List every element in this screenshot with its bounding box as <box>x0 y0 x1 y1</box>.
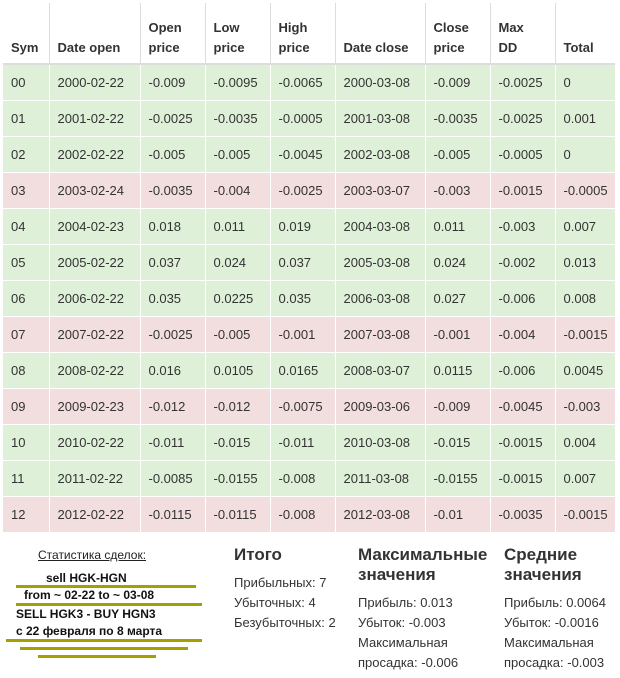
table-cell: 2004-03-08 <box>335 209 425 245</box>
note-sell-spread: sell HGK-HGN <box>46 571 127 585</box>
table-cell: 0.0045 <box>555 353 615 389</box>
table-row <box>3 497 615 533</box>
note-underline <box>20 647 188 650</box>
table-cell: 2000-03-08 <box>335 64 425 101</box>
column-header-line2: price <box>433 40 465 55</box>
table-cell: -0.005 <box>205 137 270 173</box>
table-row <box>3 245 615 281</box>
table-cell: 0.035 <box>270 281 335 317</box>
table-cell: -0.0025 <box>490 101 555 137</box>
table-cell: 2005-03-08 <box>335 245 425 281</box>
table-cell: 0.027 <box>425 281 490 317</box>
column-header-line2: DD <box>498 40 518 55</box>
note-date-range-ru: с 22 февраля по 8 марта <box>16 624 163 638</box>
table-cell: -0.006 <box>490 353 555 389</box>
table-cell: 0.0115 <box>425 353 490 389</box>
table-cell: 2011-02-22 <box>49 461 140 497</box>
table-cell: 0.016 <box>140 353 205 389</box>
note-underline <box>6 639 202 642</box>
table-cell: -0.0015 <box>555 497 615 533</box>
averages-panel <box>504 545 606 673</box>
table-row <box>3 281 615 317</box>
note-trade-legs: SELL HGK3 - BUY HGN3 <box>16 607 156 621</box>
table-cell: 2003-02-24 <box>49 173 140 209</box>
table-cell: -0.0015 <box>555 317 615 353</box>
table-cell: -0.005 <box>205 317 270 353</box>
table-cell: -0.003 <box>425 173 490 209</box>
table-cell: 0.0165 <box>270 353 335 389</box>
table-cell: 0.0105 <box>205 353 270 389</box>
max-loss: Убыток: -0.003 <box>358 615 446 630</box>
table-cell: 2009-02-23 <box>49 389 140 425</box>
column-header <box>270 3 335 64</box>
maximums-title-line1: Максимальные <box>358 545 488 564</box>
table-cell: -0.01 <box>425 497 490 533</box>
table-cell: 11 <box>3 461 49 497</box>
table-cell: -0.001 <box>270 317 335 353</box>
table-cell: -0.011 <box>140 425 205 461</box>
column-header-line2: Total <box>563 40 594 55</box>
table-cell: -0.009 <box>425 389 490 425</box>
table-cell: -0.002 <box>490 245 555 281</box>
table-cell: -0.003 <box>555 389 615 425</box>
table-cell: 2007-03-08 <box>335 317 425 353</box>
table-cell: -0.0005 <box>555 173 615 209</box>
table-cell: -0.009 <box>425 64 490 101</box>
table-cell: 0 <box>555 137 615 173</box>
table-cell: -0.0045 <box>270 137 335 173</box>
column-header <box>555 3 615 64</box>
maximums-title <box>358 545 487 585</box>
table-cell: 0.008 <box>555 281 615 317</box>
table-cell: 2003-03-07 <box>335 173 425 209</box>
table-cell: -0.0045 <box>490 389 555 425</box>
table-cell: -0.0015 <box>490 425 555 461</box>
summary-panel <box>234 545 336 633</box>
table-cell: -0.005 <box>140 137 205 173</box>
table-cell: -0.0115 <box>140 497 205 533</box>
avg-profit: Прибыль: 0.0064 <box>504 595 606 610</box>
averages-title-line1: Средние <box>504 545 578 564</box>
column-header <box>140 3 205 64</box>
table-cell: 01 <box>3 101 49 137</box>
table-cell: -0.005 <box>425 137 490 173</box>
table-cell: 2001-02-22 <box>49 101 140 137</box>
table-cell: -0.0155 <box>425 461 490 497</box>
note-date-range-en: from ~ 02-22 to ~ 03-08 <box>24 588 155 602</box>
table-cell: -0.0095 <box>205 64 270 101</box>
table-cell: 07 <box>3 317 49 353</box>
table-row <box>3 64 615 101</box>
table-cell: 0.024 <box>425 245 490 281</box>
summary-title: Итого <box>234 545 282 564</box>
table-cell: -0.004 <box>205 173 270 209</box>
table-cell: 2007-02-22 <box>49 317 140 353</box>
table-cell: 0.037 <box>140 245 205 281</box>
table-cell: 2000-02-22 <box>49 64 140 101</box>
table-cell: 2006-02-22 <box>49 281 140 317</box>
table-row <box>3 353 615 389</box>
column-header <box>490 3 555 64</box>
table-cell: -0.009 <box>140 64 205 101</box>
table-row <box>3 101 615 137</box>
table-cell: 0.007 <box>555 209 615 245</box>
table-cell: -0.0025 <box>140 101 205 137</box>
note-underline <box>16 603 202 606</box>
column-header <box>49 3 140 64</box>
table-cell: -0.001 <box>425 317 490 353</box>
table-header-row <box>3 3 615 64</box>
table-cell: 0.019 <box>270 209 335 245</box>
table-cell: 06 <box>3 281 49 317</box>
max-drawdown-label: Максимальная <box>358 635 448 650</box>
column-header <box>425 3 490 64</box>
table-cell: 2010-03-08 <box>335 425 425 461</box>
table-cell: -0.0035 <box>140 173 205 209</box>
table-cell: 2008-02-22 <box>49 353 140 389</box>
averages-title <box>504 545 606 585</box>
table-cell: -0.003 <box>490 209 555 245</box>
summary-breakeven: Безубыточных: 2 <box>234 615 336 630</box>
column-header-line2: price <box>148 40 180 55</box>
table-row <box>3 173 615 209</box>
table-cell: -0.0005 <box>270 101 335 137</box>
averages-title-line2: значения <box>504 565 582 584</box>
table-cell: 0.011 <box>205 209 270 245</box>
column-header-line1: Max <box>498 20 524 35</box>
column-header-line1: Close <box>433 20 469 35</box>
table-cell: 00 <box>3 64 49 101</box>
table-cell: -0.012 <box>205 389 270 425</box>
column-header <box>3 3 49 64</box>
column-header-line2: Date open <box>57 40 121 55</box>
table-cell: 08 <box>3 353 49 389</box>
table-cell: 0.001 <box>555 101 615 137</box>
table-cell: -0.006 <box>490 281 555 317</box>
table-cell: -0.0155 <box>205 461 270 497</box>
note-underline <box>38 655 156 658</box>
table-cell: 10 <box>3 425 49 461</box>
column-header-line1: High <box>278 20 308 35</box>
table-row <box>3 137 615 173</box>
table-cell: -0.008 <box>270 497 335 533</box>
column-header <box>335 3 425 64</box>
table-cell: 0.004 <box>555 425 615 461</box>
column-header-line2: Date close <box>343 40 409 55</box>
trades-table <box>3 3 615 533</box>
table-cell: 04 <box>3 209 49 245</box>
table-cell: -0.0015 <box>490 173 555 209</box>
summary-losing: Убыточных: 4 <box>234 595 316 610</box>
table-row <box>3 317 615 353</box>
table-cell: 2001-03-08 <box>335 101 425 137</box>
maximums-title-line2: значения <box>358 565 436 584</box>
table-cell: 2012-03-08 <box>335 497 425 533</box>
avg-drawdown-value: просадка: -0.003 <box>504 655 605 670</box>
max-drawdown-value: просадка: -0.006 <box>358 655 459 670</box>
stats-title: Статистика сделок: <box>38 548 147 562</box>
column-header <box>205 3 270 64</box>
column-header-line2: price <box>278 40 310 55</box>
table-cell: 2008-03-07 <box>335 353 425 389</box>
table-cell: -0.004 <box>490 317 555 353</box>
table-cell: 09 <box>3 389 49 425</box>
table-cell: -0.0005 <box>490 137 555 173</box>
table-cell: 05 <box>3 245 49 281</box>
table-cell: 2005-02-22 <box>49 245 140 281</box>
table-cell: -0.0025 <box>270 173 335 209</box>
table-cell: 2006-03-08 <box>335 281 425 317</box>
table-cell: 2011-03-08 <box>335 461 425 497</box>
table-cell: 12 <box>3 497 49 533</box>
table-row <box>3 425 615 461</box>
table-cell: 2002-02-22 <box>49 137 140 173</box>
table-cell: 2009-03-06 <box>335 389 425 425</box>
table-cell: 03 <box>3 173 49 209</box>
table-cell: -0.0035 <box>490 497 555 533</box>
column-header-line2: Sym <box>11 40 39 55</box>
table-cell: 0.037 <box>270 245 335 281</box>
summary-profitable: Прибыльных: 7 <box>234 575 327 590</box>
avg-drawdown-label: Максимальная <box>504 635 594 650</box>
table-cell: -0.0115 <box>205 497 270 533</box>
table-cell: 2004-02-23 <box>49 209 140 245</box>
table-cell: 0.0225 <box>205 281 270 317</box>
table-cell: -0.0025 <box>140 317 205 353</box>
table-cell: 0.007 <box>555 461 615 497</box>
table-cell: -0.015 <box>425 425 490 461</box>
table-cell: -0.0065 <box>270 64 335 101</box>
table-cell: 0.035 <box>140 281 205 317</box>
table-cell: 2012-02-22 <box>49 497 140 533</box>
table-cell: -0.0035 <box>425 101 490 137</box>
table-cell: 2010-02-22 <box>49 425 140 461</box>
column-header-line1: Low <box>213 20 240 35</box>
table-cell: -0.0075 <box>270 389 335 425</box>
column-header-line1: Open <box>148 20 182 35</box>
table-cell: -0.008 <box>270 461 335 497</box>
table-cell: -0.0035 <box>205 101 270 137</box>
table-cell: 0.024 <box>205 245 270 281</box>
table-row <box>3 209 615 245</box>
table-cell: -0.0085 <box>140 461 205 497</box>
avg-loss: Убыток: -0.0016 <box>504 615 599 630</box>
table-cell: -0.0025 <box>490 64 555 101</box>
table-row <box>3 389 615 425</box>
table-cell: 02 <box>3 137 49 173</box>
table-cell: 0.011 <box>425 209 490 245</box>
table-cell: -0.012 <box>140 389 205 425</box>
table-cell: -0.015 <box>205 425 270 461</box>
table-cell: 0 <box>555 64 615 101</box>
table-cell: -0.011 <box>270 425 335 461</box>
max-profit: Прибыль: 0.013 <box>358 595 453 610</box>
table-cell: 2002-03-08 <box>335 137 425 173</box>
maximums-panel <box>358 545 487 673</box>
table-row <box>3 461 615 497</box>
table-cell: -0.0015 <box>490 461 555 497</box>
table-body <box>3 64 615 533</box>
table-cell: 0.013 <box>555 245 615 281</box>
column-header-line2: price <box>213 40 245 55</box>
table-cell: 0.018 <box>140 209 205 245</box>
